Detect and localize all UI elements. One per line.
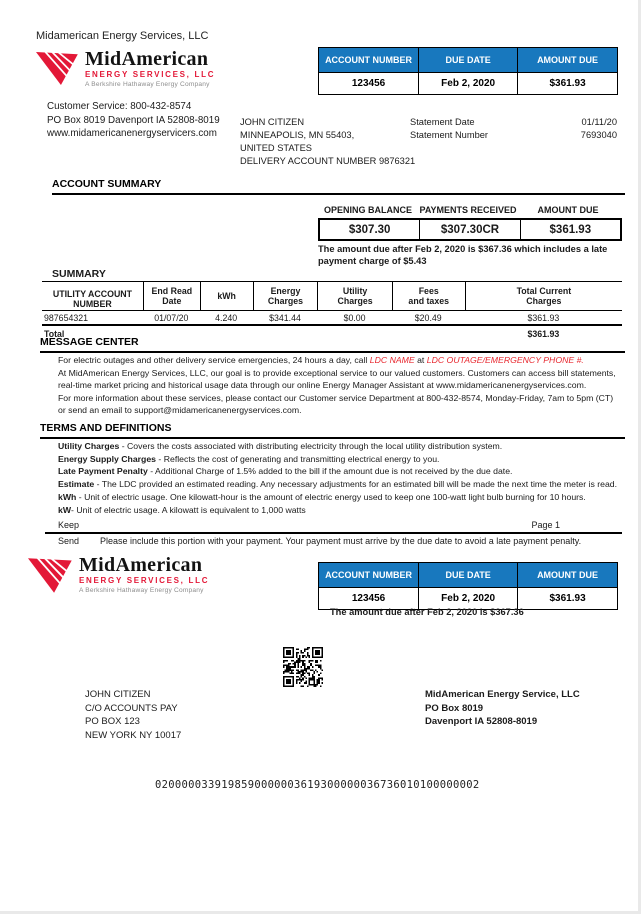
account-number-value: 123456 xyxy=(319,588,419,610)
customer-service-line: Customer Service: 800-432-8574 xyxy=(47,101,192,112)
col-utility-charges: Utility Charges xyxy=(337,286,373,306)
account-number-header: ACCOUNT NUMBER xyxy=(319,48,419,73)
payee-name: MidAmerican Energy Service, LLC xyxy=(425,689,580,700)
stub-amount-note: The amount due after Feb 2, 2020 is $367.36 xyxy=(330,607,524,617)
term-kw: kW- Unit of electric usage. A kilowatt is equivalent to 1,000 watts xyxy=(58,504,306,515)
due-date-value: Feb 2, 2020 xyxy=(419,588,518,610)
website-line: www.midamericanenergyservicers.com xyxy=(47,128,217,139)
logo-text xyxy=(79,556,209,594)
payee-city: Davenport IA 52808-8019 xyxy=(425,716,538,727)
col-fees-taxes: Fees and taxes xyxy=(408,286,450,306)
recipient-name: JOHN CITIZEN xyxy=(240,117,305,127)
balance-values xyxy=(318,218,622,241)
col-utility-account: UTILITY ACCOUNT NUMBER xyxy=(52,289,133,309)
message-line-3: For more information about these services, please contact our Customer service Department at 800-432-8574, Monday-Friday, 7am to 5pm (CT) or send an email to support@midamericanenergyservices.com. xyxy=(58,392,614,416)
logo-tagline: A Berkshire Hathaway Energy Company xyxy=(79,587,204,594)
logo-brand: MidAmerican xyxy=(85,48,209,70)
amount-due-header: AMOUNT DUE xyxy=(518,563,618,588)
logo-text xyxy=(85,50,215,88)
logo-triangle-icon xyxy=(36,51,80,86)
logo-tagline: A Berkshire Hathaway Energy Company xyxy=(85,81,210,88)
ldc-phone-placeholder: LDC OUTAGE/EMERGENCY PHONE #. xyxy=(426,355,584,365)
payer-name: JOHN CITIZEN xyxy=(85,689,151,700)
payer-address xyxy=(85,688,181,742)
message-center-body xyxy=(58,354,620,417)
midamerican-logo xyxy=(36,50,215,88)
qr-code xyxy=(283,647,323,687)
company-label: Midamerican Energy Services, LLC xyxy=(36,30,209,42)
payee-pobox: PO Box 8019 xyxy=(425,702,484,714)
account-number-header: ACCOUNT NUMBER xyxy=(319,563,419,588)
send-note: Please include this portion with your payment. Your payment must arrive by the due date to avoid a late payment penalty. xyxy=(100,536,582,546)
due-date-header: DUE DATE xyxy=(419,563,518,588)
keep-row xyxy=(45,520,622,534)
amount-due-value: $361.93 xyxy=(518,588,618,610)
po-box-line: PO Box 8019 Davenport IA 52808-8019 xyxy=(47,114,220,126)
logo-division: ENERGY SERVICES, LLC xyxy=(85,70,216,79)
col-energy-charges: Energy Charges xyxy=(267,286,304,306)
contact-block xyxy=(47,100,220,141)
term-late-payment-penalty: Late Payment Penalty - Additional Charge of 1.5% added to the bill if the amount due is not received by the due date. xyxy=(58,466,513,477)
recipient-country: UNITED STATES xyxy=(240,143,312,153)
message-center-title: MESSAGE CENTER xyxy=(40,336,625,353)
statement-date-value: 01/11/20 xyxy=(581,117,617,127)
summary-title: SUMMARY xyxy=(52,268,106,280)
amount-due-header2: AMOUNT DUE xyxy=(537,205,599,215)
amount-due-value: $361.93 xyxy=(518,73,618,95)
col-end-read-date: End Read Date xyxy=(151,286,193,306)
term-energy-supply-charges: Energy Supply Charges - Reflects the cost of generating and transmitting electrical energy to you. xyxy=(58,453,440,464)
statement-date-label: Statement Date xyxy=(410,117,475,127)
delivery-account-number: DELIVERY ACCOUNT NUMBER 9876321 xyxy=(240,156,416,166)
term-kwh: kWh - Unit of electric usage. One kilowatt-hour is the amount of electric energy used to keep one 100-watt light bulb burning for 10 hours. xyxy=(58,491,586,502)
payee-address xyxy=(425,688,580,729)
account-number-value: 123456 xyxy=(319,73,419,95)
statement-values xyxy=(480,116,617,142)
message-line-1-text: For electric outages and other delivery service emergencies, 24 hours a day, call xyxy=(58,355,370,365)
total-value: $361.93 xyxy=(527,328,560,339)
summary-header-row xyxy=(42,281,622,311)
message-line-1-mid: at xyxy=(414,355,427,365)
keep-label: Keep xyxy=(58,520,80,530)
cell-energy-charges: $341.44 xyxy=(269,312,301,323)
payer-city: NEW YORK NY 10017 xyxy=(85,729,182,741)
cell-utility-account: 987654321 xyxy=(44,312,89,323)
cell-fees-taxes: $20.49 xyxy=(414,312,442,323)
micr-scanline: 0200000339198590000003619300000036736010100000002 xyxy=(155,779,480,791)
logo-brand: MidAmerican xyxy=(79,554,203,576)
cell-utility-charges: $0.00 xyxy=(343,312,366,323)
due-date-value: Feb 2, 2020 xyxy=(419,73,518,95)
cell-total-current: $361.93 xyxy=(527,312,560,323)
amount-due-header: AMOUNT DUE xyxy=(518,48,618,73)
due-date-header: DUE DATE xyxy=(419,48,518,73)
logo-triangle-icon xyxy=(28,557,74,594)
payer-pobox: PO BOX 123 xyxy=(85,716,140,727)
logo-division: ENERGY SERVICES, LLC xyxy=(79,576,210,585)
recipient-address xyxy=(240,116,415,168)
late-payment-note: The amount due after Feb 2, 2020 is $367.36 which includes a late payment charge of $5.43 xyxy=(318,244,608,266)
balance-headers xyxy=(318,205,618,215)
send-label: Send xyxy=(58,536,80,546)
opening-balance-value: $307.30 xyxy=(348,223,391,236)
account-summary-box-top xyxy=(318,47,618,95)
cell-end-read-date: 01/07/20 xyxy=(154,312,189,323)
terms-body xyxy=(58,440,620,516)
page-number: Page 1 xyxy=(531,520,560,530)
statement-number-value: 7693040 xyxy=(580,130,617,140)
statement-labels xyxy=(410,116,488,142)
summary-table xyxy=(42,281,622,341)
payer-co: C/O ACCOUNTS PAY xyxy=(85,702,178,714)
account-summary-box-stub xyxy=(318,562,618,610)
message-line-2: At MidAmerican Energy Services, LLC, our goal is to provide exceptional service to our valued customers. Customers can access bill statements, real-time market pricing and historical usage data through our online Energy Manager Assistant at www.midamericanenergyservices.com. xyxy=(58,367,616,391)
account-summary-title: ACCOUNT SUMMARY xyxy=(52,178,625,195)
total-label: Total xyxy=(44,328,65,339)
recipient-city: MINNEAPOLIS, MN 55403, xyxy=(240,130,355,140)
message-line-1 xyxy=(58,354,620,367)
summary-data-row xyxy=(42,311,622,326)
terms-title: TERMS AND DEFINITIONS xyxy=(40,422,625,439)
term-utility-charges: Utility Charges - Covers the costs associated with distributing electricity through the local utility distribution system. xyxy=(58,441,503,451)
send-row xyxy=(58,536,581,546)
ldc-name-placeholder: LDC NAME xyxy=(369,355,415,365)
amount-due-value2: $361.93 xyxy=(520,220,620,239)
payments-received-header: PAYMENTS RECEIVED xyxy=(419,205,517,215)
col-kwh: kWh xyxy=(217,291,236,301)
statement-number-label: Statement Number xyxy=(410,130,489,140)
opening-balance-header: OPENING BALANCE xyxy=(323,205,412,215)
term-estimate: Estimate - The LDC provided an estimated reading. Any necessary adjustments for an estimated bill will be made the next time the meter is read. xyxy=(58,479,618,490)
cell-kwh: 4.240 xyxy=(215,312,238,323)
midamerican-logo-stub xyxy=(28,556,209,594)
col-total-current: Total Current Charges xyxy=(516,286,572,306)
payments-received-value: $307.30CR xyxy=(419,220,519,239)
